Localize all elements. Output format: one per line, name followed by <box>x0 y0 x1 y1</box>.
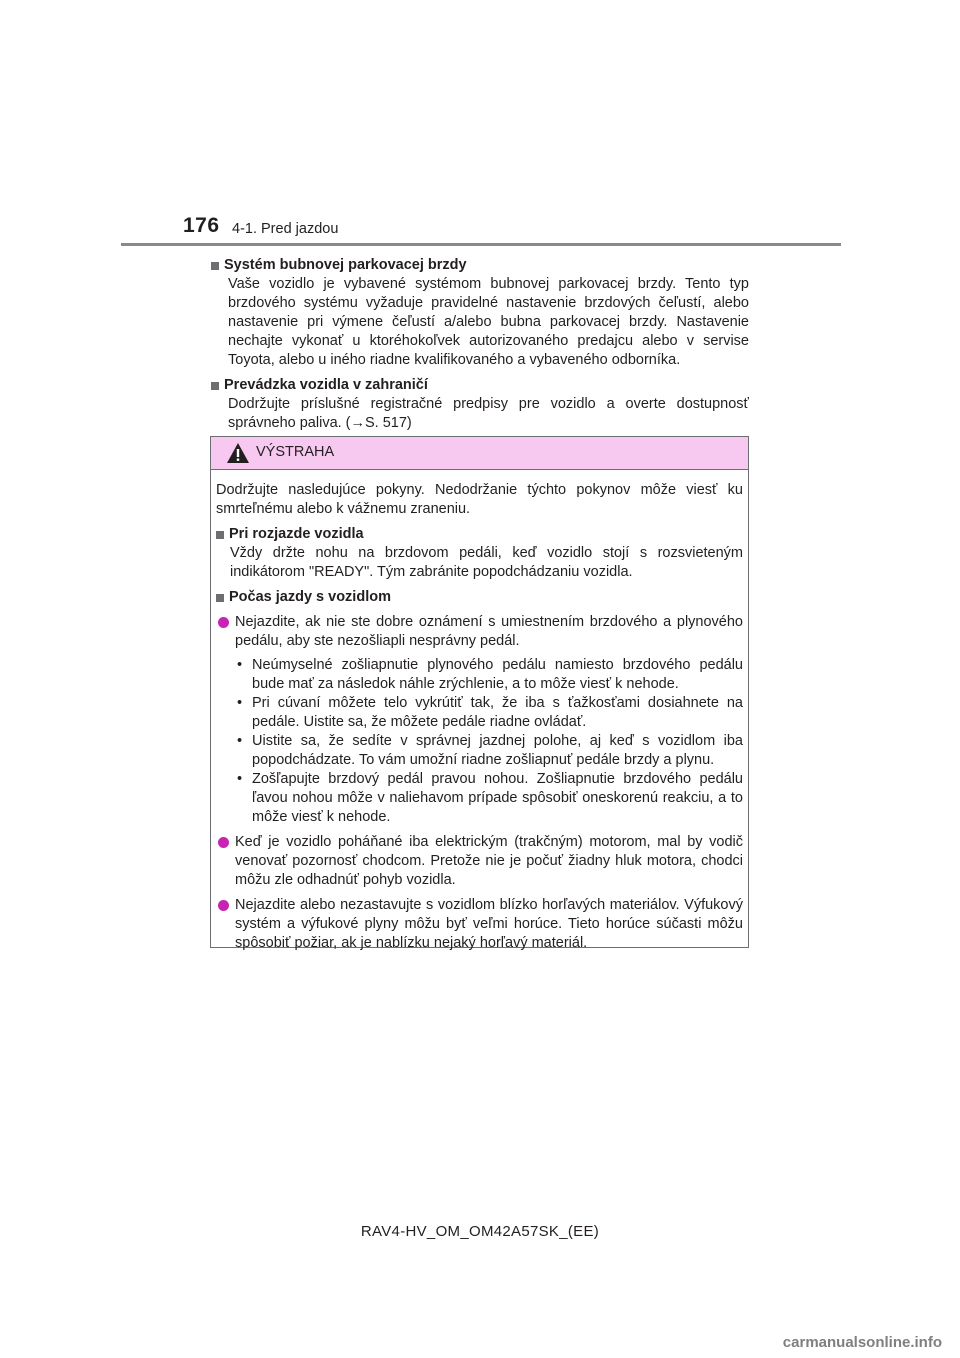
dot-item-text: Uistite sa, že sedíte v správnej jazdnej polohe, aj keď s vozidlom iba popodchádzate. To vám umožní riadne zošliapnuť pedále brzdy a plynu. <box>252 733 743 768</box>
sub-title-text: Počas jazdy s vozidlom <box>229 589 391 605</box>
warning-intro: Dodržujte nasledujúce pokyny. Nedodržanie týchto pokynov môže viesť ku smrteľnému alebo k vážnemu zraneniu. <box>216 482 743 517</box>
warning-sub-driving <box>216 588 743 607</box>
square-bullet-icon <box>216 531 224 539</box>
dot-item <box>235 656 743 694</box>
section-drum-brake <box>211 256 749 370</box>
dot-bullet-icon: • <box>237 771 243 787</box>
square-bullet-icon <box>216 594 224 602</box>
dot-bullet-icon: • <box>237 695 243 711</box>
circle-bullet-icon <box>218 900 229 911</box>
section-body: Vaše vozidlo je vybavené systémom bubnovej parkovacej brzdy. Tento typ brzdového systému vyžaduje pravidelné nastavenie brzdových čeľustí, alebo nastavenie pri výmene čeľustí a/alebo bubna parkovacej brzdy. Nastavenie nechajte vykonať u ktoréhokoľvek autorizovaného predajcu alebo v servise Toyota, alebo u iného riadne kvalifikovaného a vybaveného odborníka. <box>228 276 749 368</box>
sub-title <box>216 588 743 607</box>
circle-point-text: Keď je vozidlo poháňané iba elektrickým (trakčným) motorom, mal by vodič venovať pozornosť chodcom. Pretože nie je počuť žiadny hluk motora, chodci môžu zle odhadnúť pohyb vozidla. <box>235 834 743 888</box>
section-body: Dodržujte príslušné registračné predpisy pre vozidlo a overte dostupnosť správneho paliva. (→S. 517) <box>228 396 749 431</box>
dot-list <box>235 656 743 827</box>
circle-point-text: Nejazdite, ak nie ste dobre oznámení s umiestnením brzdového a plynového pedálu, aby ste nezošliapli nesprávny pedál. <box>235 614 743 649</box>
circle-point <box>218 833 743 890</box>
dot-item-text: Pri cúvaní môžete telo vykrútiť tak, že iba s ťažkosťami dosiahnete na pedále. Uistite sa, že môžete pedále riadne ovládať. <box>252 695 743 730</box>
sub-body: Vždy držte nohu na brzdovom pedáli, keď vozidlo stojí s rozsvieteným indikátorom "READY". Tým zabránite popodchádzaniu vozidla. <box>230 545 743 580</box>
dot-item <box>235 732 743 770</box>
warning-body <box>211 470 748 953</box>
dot-item <box>235 694 743 732</box>
circle-point-text: Nejazdite alebo nezastavujte s vozidlom blízko horľavých materiálov. Výfukový systém a výfukové plyny môžu byť veľmi horúce. Tieto horúce súčasti môžu spôsobiť požiar, ak je nablízku nejaký horľavý materiál. <box>235 897 743 951</box>
warning-header <box>211 437 748 470</box>
dot-item-text: Neúmyselné zošliapnutie plynového pedálu namiesto brzdového pedálu bude mať za následok náhle zrýchlenie, a to môže viesť k nehode. <box>252 657 743 692</box>
document-code: RAV4-HV_OM_OM42A57SK_(EE) <box>360 1223 600 1240</box>
dot-bullet-icon: • <box>237 733 243 749</box>
section-label: 4-1. Pred jazdou <box>232 221 339 237</box>
square-bullet-icon <box>211 382 219 390</box>
section-abroad <box>211 376 749 433</box>
dot-bullet-icon: • <box>237 657 243 673</box>
square-bullet-icon <box>211 262 219 270</box>
warning-box <box>210 436 749 951</box>
page-number: 176 <box>183 214 220 237</box>
circle-point-body <box>235 613 743 827</box>
sub-title-text: Pri rozjazde vozidla <box>229 526 364 542</box>
main-content <box>211 256 749 439</box>
warning-title: VÝSTRAHA <box>256 444 335 460</box>
circle-bullet-icon <box>218 837 229 848</box>
dot-item <box>235 770 743 827</box>
watermark-link[interactable]: carmanualsonline.info <box>782 1334 942 1351</box>
section-title <box>211 376 749 395</box>
circle-point <box>218 896 743 953</box>
header-rule <box>121 243 841 246</box>
section-title-text: Prevádzka vozidla v zahraničí <box>224 377 428 393</box>
dot-item-text: Zošľapujte brzdový pedál pravou nohou. Zošliapnutie brzdového pedálu ľavou nohou môže v naliehavom prípade spôsobiť oneskorenú reakciu, a to môže viesť k nehode. <box>252 771 743 825</box>
warning-triangle-icon <box>226 442 250 464</box>
circle-point <box>218 613 743 827</box>
section-title <box>211 256 749 275</box>
circle-bullet-icon <box>218 617 229 628</box>
sub-title <box>216 525 743 544</box>
warning-sub-start <box>216 525 743 582</box>
section-title-text: Systém bubnovej parkovacej brzdy <box>224 257 467 273</box>
